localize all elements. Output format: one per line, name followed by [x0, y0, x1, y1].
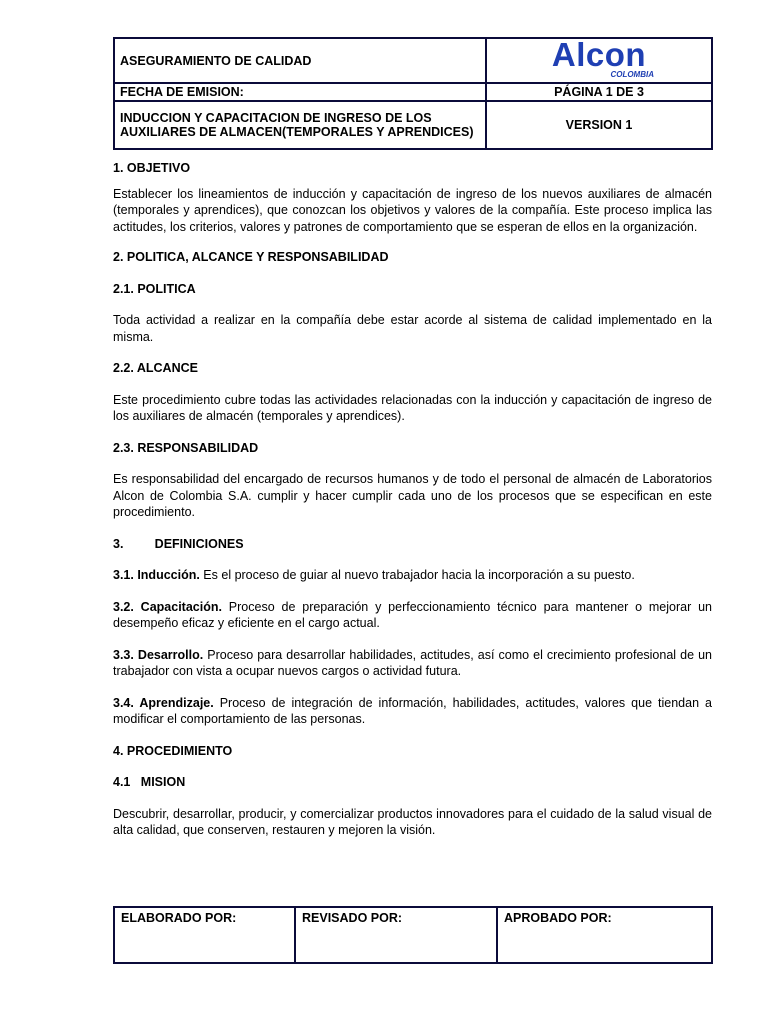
section-4-heading: 4. PROCEDIMIENTO — [113, 743, 233, 758]
header-table — [113, 37, 713, 150]
alcon-logo — [514, 42, 684, 80]
definition-capacitacion — [113, 599, 712, 632]
elaborado-por-cell: ELABORADO POR: — [114, 907, 295, 963]
logo-subtext: COLOMBIA — [610, 69, 654, 79]
section-2-3-heading: 2.3. RESPONSABILIDAD — [113, 440, 259, 455]
definition-term: 3.1. Inducción. — [113, 568, 200, 582]
signature-table — [113, 906, 713, 964]
section-3-heading: 3. DEFINICIONES — [113, 536, 244, 551]
section-2-2-text: Este procedimiento cubre todas las actividades relacionadas con la inducción y capacitación de ingreso de los auxiliares de almacén (temporales y aprendices). — [113, 392, 712, 423]
logo-cell — [486, 38, 712, 83]
version-label: VERSION 1 — [486, 101, 712, 149]
section-4-1-text: Descubrir, desarrollar, producir, y comercializar productos innovadores para el cuidado de la salud visual de alta calidad, que conserven, restauren y mejoren la visión. — [113, 806, 712, 837]
section-2-3-text: Es responsabilidad del encargado de recursos humanos y de todo el personal de almacén de Laboratorios Alcon de Colombia S.A. cumplir y hacer cumplir cada uno de los procesos que se especifican en este procedimiento. — [113, 472, 712, 519]
definition-term: 3.4. Aprendizaje. — [113, 695, 214, 710]
document-title: INDUCCION Y CAPACITACION DE INGRESO DE LOS AUXILIARES DE ALMACEN(TEMPORALES Y APRENDICES) — [114, 101, 486, 149]
section-2-heading: 2. POLITICA, ALCANCE Y RESPONSABILIDAD — [113, 250, 389, 264]
logo-text: Alcon — [551, 41, 647, 73]
section-2-1-text: Toda actividad a realizar en la compañía debe estar acorde al sistema de calidad implementado en la misma. — [113, 313, 712, 344]
section-2-1-heading: 2.1. POLITICA — [113, 281, 196, 296]
section-1-text: Establecer los lineamientos de inducción y capacitación de ingreso de los nuevos auxiliares de almacén (temporales y aprendices), que conozcan los objetivos y valores de la compañía. Este proceso implica las actitudes, los criterios, valores y patrones de comportamiento que se esperan de ellos en la organización. — [113, 186, 712, 234]
definition-desarrollo — [113, 647, 712, 680]
definition-aprendizaje — [113, 695, 712, 728]
document-body — [113, 160, 712, 839]
definition-text: Proceso de integración de información, habilidades, actitudes, valores que tiendan a modificar el comportamiento de las personas. — [113, 695, 712, 726]
definition-term: 3.2. Capacitación. — [113, 599, 222, 614]
page-number: PÁGINA 1 DE 3 — [486, 83, 712, 101]
section-4-1-heading: 4.1 MISION — [113, 775, 186, 789]
definition-text: Proceso para desarrollar habilidades, actitudes, así como el crecimiento profesional de un trabajador con vista a ocupar nuevos cargos o actividad futura. — [113, 647, 712, 678]
header-title: ASEGURAMIENTO DE CALIDAD — [114, 38, 486, 83]
definition-text: Es el proceso de guiar al nuevo trabajador hacia la incorporación a su puesto. — [199, 568, 635, 582]
fecha-emision-label: FECHA DE EMISION: — [114, 83, 486, 101]
section-2-2-heading: 2.2. ALCANCE — [113, 361, 198, 375]
aprobado-por-cell: APROBADO POR: — [497, 907, 712, 963]
revisado-por-cell: REVISADO POR: — [295, 907, 497, 963]
section-1-heading: 1. OBJETIVO — [113, 161, 191, 175]
definition-term: 3.3. Desarrollo. — [113, 647, 204, 662]
definition-text: Proceso de preparación y perfeccionamiento técnico para mantener o mejorar un desempeño eficaz y eficiente en el cargo actual. — [113, 599, 712, 630]
definition-induccion — [113, 567, 712, 584]
